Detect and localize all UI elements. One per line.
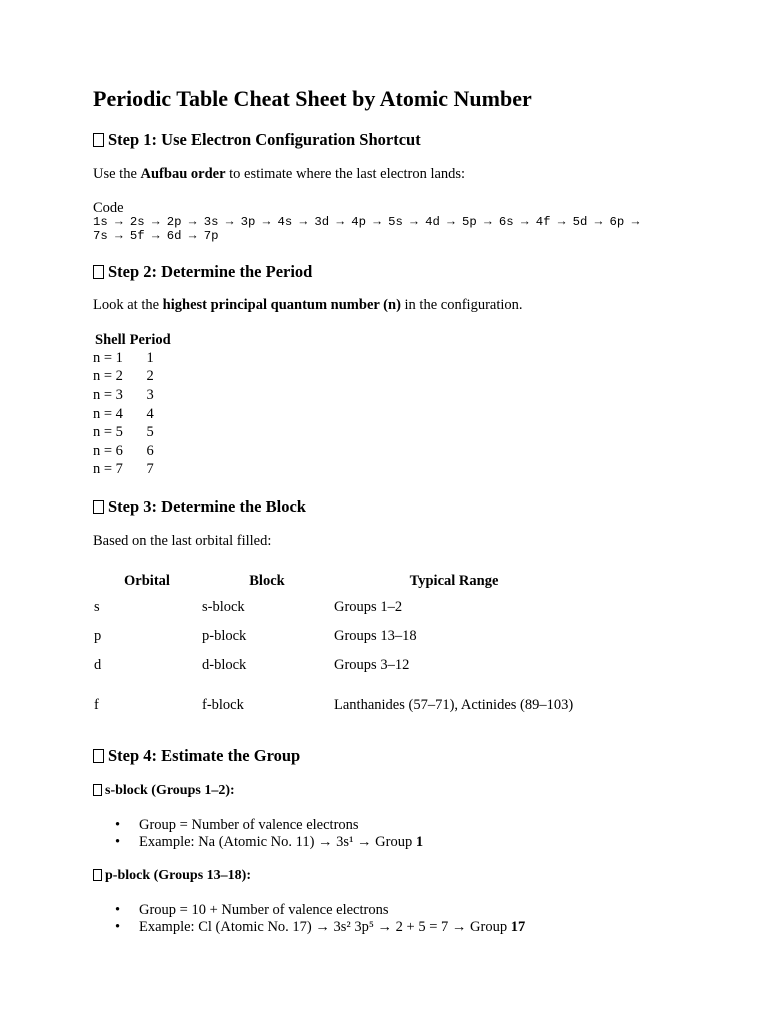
orbital-cell: p bbox=[94, 628, 102, 644]
step2-heading-text: Step 2: Determine the Period bbox=[108, 262, 313, 281]
table-row bbox=[93, 442, 173, 461]
table-row bbox=[93, 651, 575, 680]
block-cell: f-block bbox=[202, 696, 244, 713]
missing-glyph-icon bbox=[93, 265, 104, 279]
shell-cell: n = 5 bbox=[93, 424, 123, 441]
shell-cell: n = 3 bbox=[93, 386, 123, 403]
s-block-heading bbox=[93, 783, 235, 799]
step1-heading bbox=[93, 130, 421, 150]
period-cell: 1 bbox=[146, 349, 154, 366]
step2-intro-bold: highest principal quantum number (n) bbox=[162, 297, 401, 313]
list-item-text: Example: Na (Atomic No. 11) → 3s¹ → Group bbox=[139, 834, 416, 850]
table-row bbox=[93, 461, 173, 480]
table-row bbox=[93, 349, 173, 368]
shell-cell: n = 1 bbox=[93, 349, 123, 366]
period-cell: 7 bbox=[146, 461, 154, 478]
orbital-cell: d bbox=[94, 657, 102, 673]
period-cell: 5 bbox=[146, 424, 154, 441]
table-row bbox=[93, 405, 173, 424]
orbital-cell: s bbox=[94, 599, 100, 615]
step1-intro-post: to estimate where the last electron lands: bbox=[225, 166, 466, 182]
code-line-2: 7s → 5f → 6d → 7p bbox=[93, 228, 219, 243]
missing-glyph-icon bbox=[93, 749, 104, 763]
shell-cell: n = 4 bbox=[93, 405, 123, 422]
table-row bbox=[93, 386, 173, 405]
step3-heading bbox=[93, 497, 306, 517]
block-cell: p-block bbox=[202, 628, 247, 644]
list-item: • Group = Number of valence electrons bbox=[93, 817, 423, 834]
column-header-period: Period bbox=[129, 331, 171, 348]
p-block-heading-text: p-block (Groups 13–18): bbox=[105, 868, 251, 883]
p-block-list bbox=[93, 902, 525, 936]
step3-intro: Based on the last orbital filled: bbox=[93, 533, 272, 549]
period-cell: 3 bbox=[146, 386, 154, 403]
code-line-1: 1s → 2s → 2p → 3s → 3p → 4s → 3d → 4p → 5s → 4d → 5p → 6s → 4f → 5d → 6p → bbox=[93, 215, 640, 229]
page-title: Periodic Table Cheat Sheet by Atomic Number bbox=[93, 86, 532, 111]
orbital-block-table bbox=[93, 569, 575, 730]
p-block-heading bbox=[93, 868, 251, 884]
step2-heading bbox=[93, 262, 312, 282]
period-cell: 4 bbox=[146, 405, 154, 422]
missing-glyph-icon bbox=[93, 784, 102, 796]
table-row bbox=[93, 423, 173, 442]
step2-intro-pre: Look at the bbox=[93, 297, 163, 313]
list-item bbox=[93, 834, 423, 851]
step3-heading-text: Step 3: Determine the Block bbox=[108, 497, 306, 516]
missing-glyph-icon bbox=[93, 869, 102, 881]
range-cell: Groups 13–18 bbox=[334, 628, 417, 644]
step2-intro-post: in the configuration. bbox=[400, 297, 523, 313]
shell-cell: n = 7 bbox=[93, 461, 123, 478]
range-cell: Lanthanides (57–71), Actinides (89–103) bbox=[334, 696, 574, 713]
s-block-list bbox=[93, 817, 423, 851]
shell-cell: n = 2 bbox=[93, 368, 123, 385]
step1-intro bbox=[93, 166, 465, 183]
step4-heading bbox=[93, 746, 300, 766]
orbital-cell: f bbox=[94, 696, 99, 713]
list-item: • Group = 10 + Number of valence electrons bbox=[93, 902, 525, 919]
period-cell: 6 bbox=[146, 442, 154, 459]
range-cell: Groups 3–12 bbox=[334, 657, 410, 673]
table-row bbox=[93, 593, 575, 622]
s-block-heading-text: s-block (Groups 1–2): bbox=[105, 783, 235, 798]
block-cell: s-block bbox=[202, 599, 245, 615]
missing-glyph-icon bbox=[93, 133, 104, 147]
group-number: 1 bbox=[415, 834, 424, 850]
code-block bbox=[93, 216, 639, 243]
table-row bbox=[93, 680, 575, 730]
block-cell: d-block bbox=[202, 657, 247, 673]
group-number: 17 bbox=[510, 919, 526, 935]
table-row bbox=[93, 368, 173, 387]
list-item-text: Example: Cl (Atomic No. 17) → 3s² 3p⁵ → 2 + 5 = 7 → Group bbox=[139, 919, 511, 935]
step1-intro-bold: Aufbau order bbox=[140, 166, 226, 182]
period-cell: 2 bbox=[146, 368, 154, 385]
code-label: Code bbox=[93, 200, 124, 216]
range-cell: Groups 1–2 bbox=[334, 599, 403, 615]
shell-period-table bbox=[93, 331, 173, 479]
shell-cell: n = 6 bbox=[93, 442, 123, 459]
table-row bbox=[93, 622, 575, 651]
column-header-shell: Shell bbox=[95, 331, 126, 348]
step1-heading-text: Step 1: Use Electron Configuration Shortcut bbox=[108, 130, 421, 149]
step4-heading-text: Step 4: Estimate the Group bbox=[108, 746, 301, 765]
column-header-block: Block bbox=[249, 572, 285, 589]
column-header-orbital: Orbital bbox=[124, 572, 170, 589]
step1-intro-pre: Use the bbox=[93, 166, 141, 182]
table-header-row bbox=[93, 569, 575, 593]
missing-glyph-icon bbox=[93, 500, 104, 514]
table-header-row bbox=[93, 331, 173, 349]
column-header-range: Typical Range bbox=[409, 572, 499, 589]
step2-intro bbox=[93, 297, 523, 314]
list-item bbox=[93, 919, 525, 936]
